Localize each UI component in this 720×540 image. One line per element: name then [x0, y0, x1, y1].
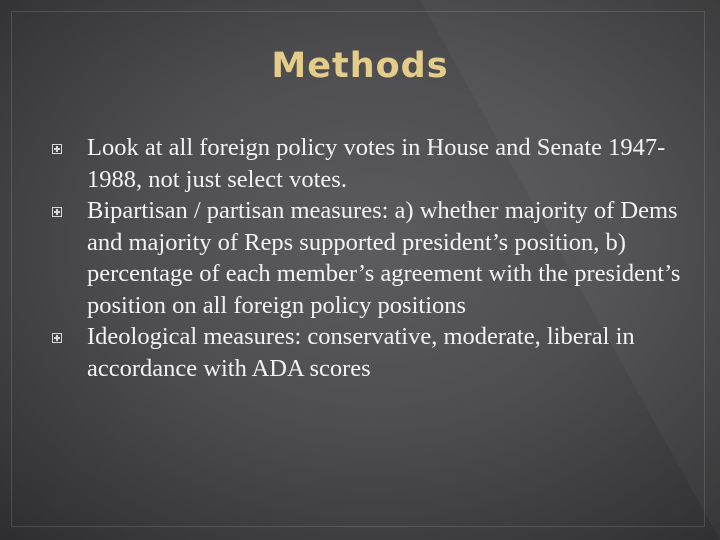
bullet-item-1	[48, 132, 688, 195]
bullet-list	[48, 132, 688, 384]
bullet-text-3: Ideological measures: conservative, moderate, liberal in accordance with ADA scores	[87, 323, 635, 382]
boxed-plus-icon	[52, 333, 62, 343]
bullet-text-1: Look at all foreign policy votes in House and Senate 1947-1988, not just select votes.	[87, 134, 666, 193]
bullet-item-3	[48, 321, 688, 384]
bullet-item-2	[48, 195, 688, 321]
slide-title: Methods	[271, 46, 449, 86]
boxed-plus-icon	[52, 144, 62, 154]
boxed-plus-icon	[52, 207, 62, 217]
bullet-text-2: Bipartisan / partisan measures: a) whether majority of Dems and majority of Reps supported president’s position, b) percentage of each member’s agreement with the president’s position on all foreign policy positions	[87, 197, 681, 319]
